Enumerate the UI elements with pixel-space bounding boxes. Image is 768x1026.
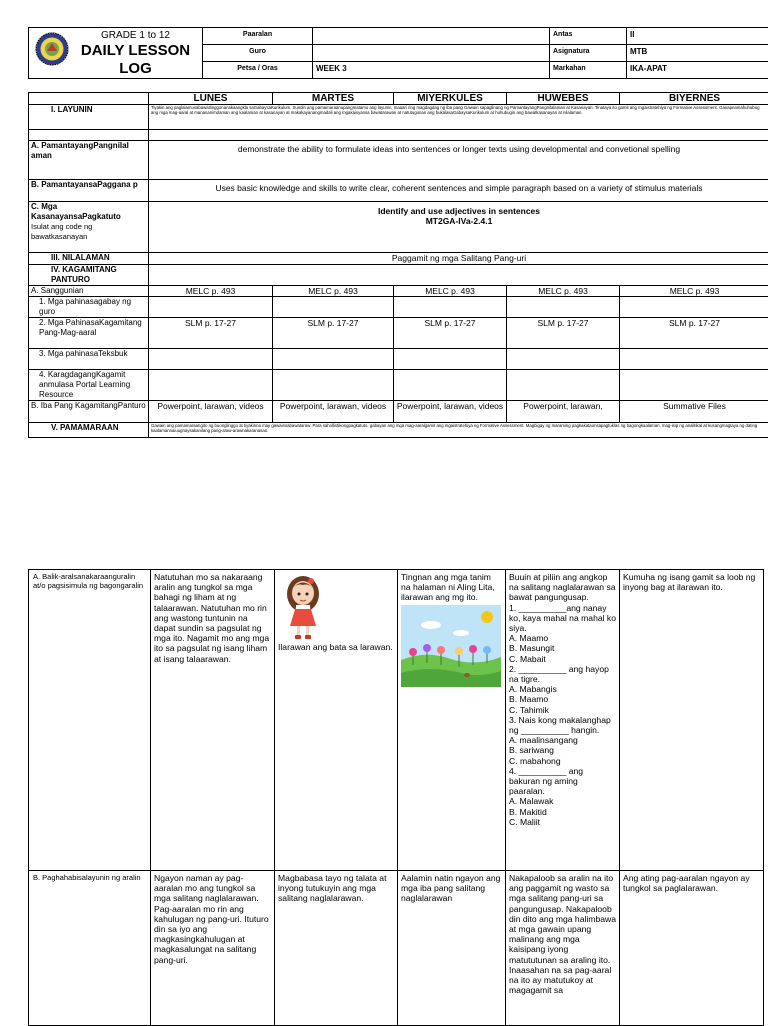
reference-cell: MELC p. 493 (394, 286, 507, 297)
learner-material-cell: SLM p. 17-27 (620, 318, 768, 349)
purpose-lunes: Ngayon naman ay pag-aaralan mo ang tungkol sa mga salitang naglalarawan. Pag-aaralan mo rin ang kahulugan ng pang-uri. Ituturo din sa iyo ang magkasingkahulugan at magkasalungat na salitang pang-uri. (151, 871, 275, 1026)
review-label: A. Balik-aralsanakaraanguralin at/o pagsisimula ng bagongaralin (29, 570, 151, 871)
other-resource-cell: Summative Files (620, 401, 768, 423)
review-miyerkules: Tingnan ang mga tanim na halaman ni Aling Lita, ilarawan ang mg ito. (401, 572, 502, 603)
other-resource-cell: Powerpoint, larawan, videos (149, 401, 273, 423)
school-label: Paaralan (203, 28, 313, 45)
review-biyernes: Kumuha ng isang gamit sa loob ng inyong bag at ilarawan ito. (620, 570, 764, 871)
school-value (313, 28, 550, 45)
teacher-value (313, 45, 550, 62)
learner-material-cell: SLM p. 17-27 (507, 318, 620, 349)
review-miyerkules-cell (398, 570, 506, 871)
review-lunes: Natutuhan mo sa nakaraang aralin ang tungkol sa mga bahagi ng liham at ng talaarawan. Natutuhan mo rin ang wastong tuntunin na dapat sundin sa pagsulat ng mga ito. Nagamit mo ang mga ito sa pagsulat ng isang liham at isang talaarawan. (151, 570, 275, 871)
layunin-label: I. LAYUNIN (29, 105, 149, 130)
quiz-line: A. Malawak (509, 796, 616, 806)
page-title: DAILY LESSON LOG (69, 42, 202, 78)
quiz-line: A. Maamo (509, 633, 616, 643)
other-resources-label: B. Iba Pang KagamitangPanturo (29, 401, 149, 423)
reference-cell: MELC p. 493 (507, 286, 620, 297)
purpose-miyerkules: Aalamin natin ngayon ang mga iba pang salitang naglalarawan (398, 871, 506, 1026)
quiz-line: C. Maliit (509, 817, 616, 827)
quiz-line: C. mabahong (509, 756, 616, 766)
garden-illustration-icon (401, 605, 501, 687)
competencies-sub: Isulat ang code ng bawatkasanayan (31, 222, 146, 242)
day-header: BIYERNES (620, 93, 768, 105)
header-table (28, 27, 768, 79)
subject-label: Asignatura (550, 45, 627, 62)
performance-standard-label: B. PamantayansaPaggana p (29, 180, 149, 202)
purpose-biyernes: Ang ating pag-aaralan ngayon ay tungkol sa paglalarawan. (620, 871, 764, 1026)
other-resource-cell: Powerpoint, larawan, videos (394, 401, 507, 423)
textbook-label: 3. Mga pahinasaTeksbuk (29, 349, 149, 370)
day-header: MARTES (273, 93, 394, 105)
subject-value: MTB (627, 45, 768, 62)
review-martes-caption: Ilarawan ang bata sa larawan. (278, 642, 393, 652)
layunin-text: Tiyakin ang paglalamusabawatlinggonanakaangkla saGabaysaKurikulum. Sundin ang pamamaraanupangmatamo ang layunin, maaari ring magdagdag ng iba pang Gawain sapaglinang ng PamantayangPangnilalaman at Kasanayan. Tinataya ito gamit ang mgaistratehiya ng Formative Assessment. Ganapnamahuhubog ang mga mag-aaral at manananimdaman ang kaalaman at kasanayan at makakayanangmadali ang mgakaisyansa bawatarawan at natutugunan ang bukalasaGabaysaKurikulum at huhubugin ang bawatkasanayan at nilalaman. (149, 105, 768, 130)
grade-level-value: II (627, 28, 768, 45)
procedure-text: Gawain ang pamamaraangito ng buonglinggo at tiyakinna may gawainsabawataraw. Para sahollistikongpagkatuto, gabayan ang mga mag-aaralgamit ang mgaistratehiya ng Formative Assessment. Magbigay ng maraming pagkakataonsapagtuklas ng bagongkaalaman, mag-isip ng analitikal at kusangmagtaya ng dating kaalamannaiuugnaysakanilang pang-araw-arawnakaranasan. (149, 423, 768, 438)
purpose-martes: Magbabasa tayo ng talata at inyong tutukuyin ang mga salitang naglalarawan. (275, 871, 398, 1026)
reference-cell: MELC p. 493 (620, 286, 768, 297)
other-resource-cell: Powerpoint, larawan, videos (273, 401, 394, 423)
purpose-huwebes: Nakapaloob sa aralin na ito ang paggamit ng wasto sa mga salitang pang-uri sa pangungusap. Nakapaloob din dito ang mga halimbawa at mga gawain upang malinang ang mga kaisipang iyong matututunan sa araling ito. Inaasahan na sa pag-aaral na ito ay matutukoy at magagamit sa (506, 871, 620, 1026)
competencies-label-cell (29, 202, 149, 253)
quiz-line: A. Mabangis (509, 684, 616, 694)
day-header: HUWEBES (507, 93, 620, 105)
resources-label: IV. KAGAMITANG PANTURO (29, 265, 149, 286)
deped-seal-icon (35, 31, 69, 67)
teacher-guide-label: 1. Mga pahinasagabay ng guro (29, 297, 149, 318)
quiz-line: Buuin at piliin ang angkop na salitang naglalarawan sa bawat pangungusap. (509, 572, 616, 603)
quiz-line: 2. __________ ang hayop na tigre. (509, 664, 616, 684)
competencies-cell (149, 202, 768, 253)
other-resource-cell: Powerpoint, larawan, (507, 401, 620, 423)
objectives-table (28, 92, 768, 438)
learner-material-cell: SLM p. 17-27 (149, 318, 273, 349)
review-martes-cell (275, 570, 398, 871)
purpose-label: B. Paghahabisalayunin ng aralin (29, 871, 151, 1026)
girl-illustration-icon (282, 574, 324, 642)
quarter-label: Markahan (550, 62, 627, 79)
quiz-line: 1. __________ang nanay ko, kaya mahal na mahal ko siya. (509, 603, 616, 634)
header-title-cell (29, 28, 203, 79)
quarter-value: IKA-APAT (627, 62, 768, 79)
procedure-table (28, 569, 764, 1026)
content-label: III. NILALAMAN (29, 253, 149, 265)
quiz-line: B. Maamo (509, 694, 616, 704)
content-text: Paggamit ng mga Salitang Pang-uri (149, 253, 768, 265)
content-standard-text: demonstrate the ability to formulate ideas into sentences or longer texts using developmental and convetional spelling (149, 141, 768, 180)
reference-cell: MELC p. 493 (273, 286, 394, 297)
grade-label: GRADE 1 to 12 (69, 30, 202, 42)
quiz-line: C. Tahimik (509, 705, 616, 715)
teacher-label: Guro (203, 45, 313, 62)
quiz-line: B. Masungit (509, 643, 616, 653)
quiz-line: B. sariwang (509, 745, 616, 755)
learner-material-cell: SLM p. 17-27 (273, 318, 394, 349)
portal-resources-label: 4. KaragdagangKagamit anmulasa Portal Learning Resource (29, 370, 149, 401)
learner-materials-label: 2. Mga PahinasaKagamitang Pang-Mag-aaral (29, 318, 149, 349)
reference-cell: MELC p. 493 (149, 286, 273, 297)
competency-text: Identify and use adjectives in sentences (151, 206, 767, 216)
content-standard-label: A. PamantayangPangnilal aman (29, 141, 149, 180)
date-value: WEEK 3 (313, 62, 550, 79)
quiz-line: 3. Nais kong makalanghap ng __________ hangin. (509, 715, 616, 735)
competencies-label: C. Mga KasanayansaPagkatuto (31, 202, 146, 222)
date-label: Petsa / Oras (203, 62, 313, 79)
grade-level-label: Antas (550, 28, 627, 45)
references-label: A. Sanggunian (29, 286, 149, 297)
review-huwebes-cell (506, 570, 620, 871)
quiz-line: 4. __________ ang bakuran ng aming paaralan. (509, 766, 616, 797)
competency-code: MT2GA-IVa-2.4.1 (151, 216, 767, 226)
quiz-line: B. Makitid (509, 807, 616, 817)
procedure-label: V. PAMAMARAAN (29, 423, 149, 438)
performance-standard-text: Uses basic knowledge and skills to write clear, coherent sentences and simple paragraph based on a variety of stimulus materials (149, 180, 768, 202)
day-header: MIYERKULES (394, 93, 507, 105)
quiz-line: A. maalinsangang (509, 735, 616, 745)
learner-material-cell: SLM p. 17-27 (394, 318, 507, 349)
day-header: LUNES (149, 93, 273, 105)
quiz-line: C. Mabait (509, 654, 616, 664)
